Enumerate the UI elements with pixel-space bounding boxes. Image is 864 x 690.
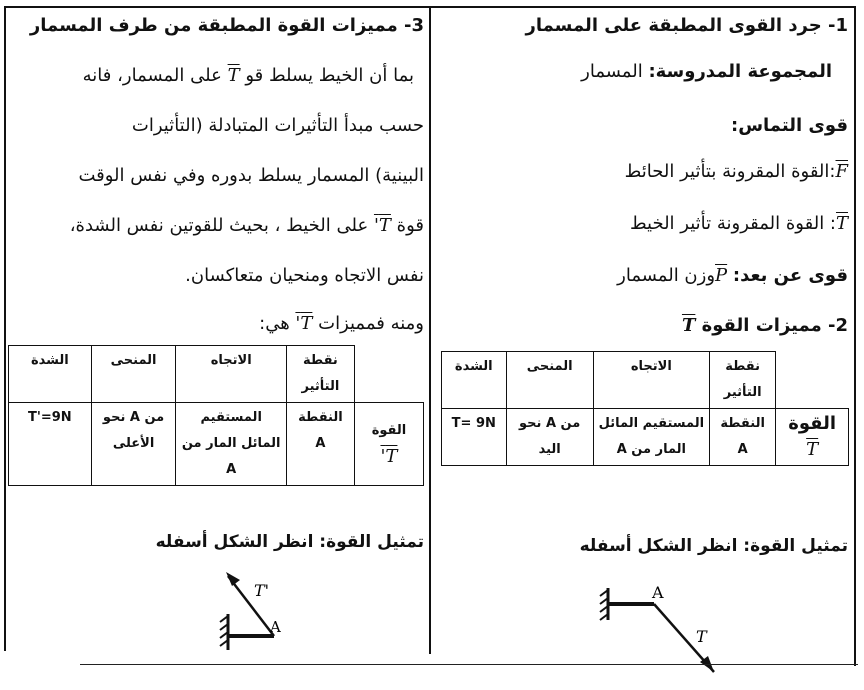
- paragraph-line-4: [70, 214, 424, 238]
- cell-magnitude: T'=9N: [9, 403, 92, 486]
- header-point: نقطة التأثير: [286, 346, 354, 403]
- header-point: نقطة التأثير: [709, 352, 775, 409]
- right-representation: [436, 530, 848, 560]
- left-force-figure: [214, 566, 314, 660]
- conclusion-symbol: T': [295, 313, 313, 334]
- heading-reaction: 3- مميزات القوة المطبقة من طرف المسمار: [29, 15, 424, 36]
- system-label: المجموعة المدروسة:: [648, 61, 832, 82]
- cell-direction: المستقيم المائل المار من A: [176, 403, 287, 486]
- left-column: [10, 8, 424, 338]
- table-corner: [354, 346, 423, 403]
- row-symbol: T: [806, 439, 819, 460]
- heading2-symbol: T: [681, 315, 696, 336]
- vector-t-symbol: T: [835, 213, 848, 234]
- left-representation-text: تمثيل القوة: انظر الشكل أسفله: [155, 532, 424, 552]
- cell-point: النقطة A: [286, 403, 354, 486]
- point-a-label: A: [270, 618, 281, 636]
- p1-a: بما أن الخيط يسلط قو: [245, 65, 414, 86]
- left-properties-table: [8, 345, 424, 486]
- force-f-text: :القوة المقرونة بتأثير الحائط: [624, 161, 836, 182]
- bottom-rule: [80, 664, 858, 665]
- row-label-cell: [776, 409, 849, 466]
- column-divider: [429, 6, 431, 654]
- cell-point: النقطة A: [709, 409, 775, 466]
- point-a-label: A: [652, 583, 664, 602]
- cell-sense: من A نحو اليد: [506, 409, 593, 466]
- right-border: [854, 6, 856, 666]
- conclusion-b: هي:: [259, 313, 290, 334]
- force-t-line: [630, 212, 848, 236]
- header-magnitude: الشدة: [442, 352, 507, 409]
- header-magnitude: الشدة: [9, 346, 92, 403]
- right-column: [436, 8, 848, 658]
- system-line: [581, 60, 832, 84]
- table-header-row: [9, 346, 424, 403]
- distance-label: قوى عن بعد:: [732, 265, 848, 286]
- row-symbol: T': [380, 446, 398, 467]
- p4-a: قوة: [396, 215, 424, 236]
- right-force-figure: [596, 574, 726, 678]
- cell-sense: من A نحو الأعلى: [91, 403, 176, 486]
- p4-b: على الخيط ، بحيث للقوتين نفس الشدة،: [69, 215, 369, 236]
- cell-direction: المستقيم المائل المار من A: [593, 409, 709, 466]
- table-row: [9, 403, 424, 486]
- paragraph-line-3: البينية) المسمار يسلط بدوره وفي نفس الوقت: [78, 165, 424, 186]
- right-properties-table: [441, 351, 849, 466]
- p1-symbol: T: [227, 65, 240, 86]
- force-p-text: وزن المسمار: [617, 265, 716, 286]
- table-corner: [776, 352, 849, 409]
- paragraph-line-5: نفس الاتجاه ومنحيان متعاكسان.: [185, 265, 424, 286]
- p4-symbol: T': [373, 215, 391, 236]
- header-direction: الاتجاه: [593, 352, 709, 409]
- row-label-cell: [354, 403, 423, 486]
- header-direction: الاتجاه: [176, 346, 287, 403]
- paragraph-line-2: حسب مبدأ التأثيرات المتبادلة (التأثيرات: [131, 115, 424, 136]
- heading-characteristics: [682, 314, 848, 338]
- left-representation: [10, 526, 424, 556]
- force-f-line: [625, 160, 848, 184]
- vector-p-symbol: P: [715, 265, 728, 286]
- heading-inventory: 1- جرد القوى المطبقة على المسمار: [525, 15, 848, 36]
- table-row: [442, 409, 849, 466]
- paragraph-line-1: [83, 64, 414, 88]
- left-border: [4, 6, 6, 651]
- vector-f-symbol: F: [835, 161, 848, 182]
- header-sense: المنحى: [506, 352, 593, 409]
- table-header-row: [442, 352, 849, 409]
- vector-t-prime-label: T': [254, 581, 270, 600]
- row-label: القوة: [788, 413, 837, 434]
- heading2-text: 2- مميزات القوة: [701, 315, 848, 336]
- p1-b: على المسمار، فانه: [82, 65, 222, 86]
- system-value: المسمار: [581, 61, 643, 82]
- force-p-line: [617, 264, 848, 288]
- conclusion-line: [259, 312, 424, 336]
- cell-magnitude: T= 9N: [442, 409, 507, 466]
- row-label: القوة: [371, 423, 407, 438]
- force-t-text: : القوة المقرونة تأثير الخيط: [629, 213, 836, 234]
- right-representation-text: تمثيل القوة: انظر الشكل أسفله: [579, 536, 848, 556]
- contact-heading: قوى التماس:: [731, 115, 848, 136]
- header-sense: المنحى: [91, 346, 176, 403]
- vector-t-label: T: [696, 627, 707, 646]
- conclusion-a: ومنه فمميزات: [318, 313, 424, 334]
- arrow-head: [226, 572, 240, 586]
